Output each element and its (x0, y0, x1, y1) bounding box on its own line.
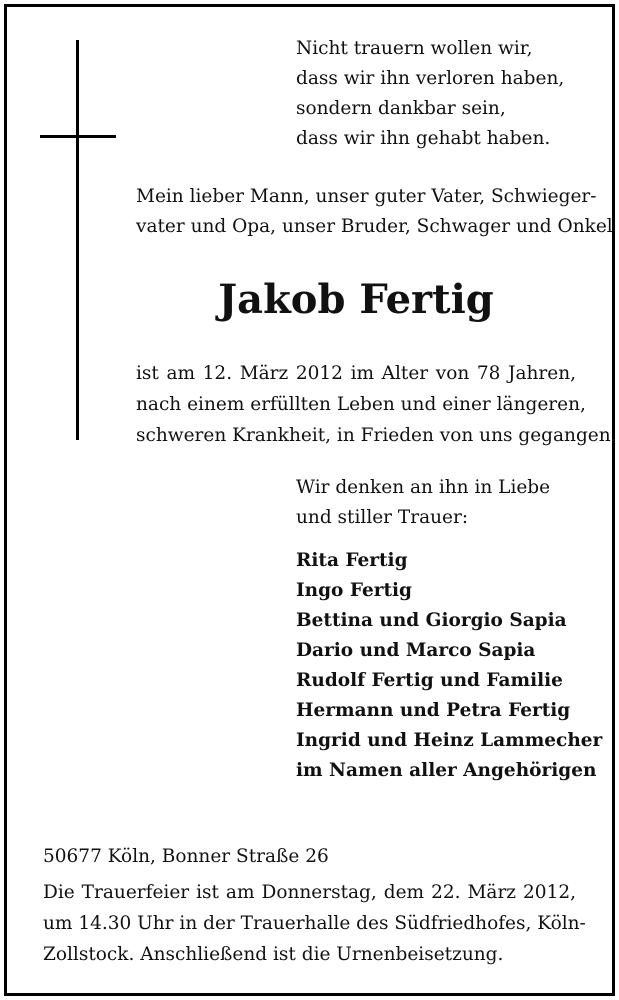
intro-line: Mein lieber Mann, unser guter Vater, Schwieger- (136, 186, 597, 207)
announcement-line: nach einem erfüllten Leben und einer längeren, (136, 394, 586, 415)
poem-line: Nicht trauern wollen wir, (296, 38, 533, 59)
mourners-list (296, 546, 603, 786)
mourner-name: Rudolf Fertig und Familie (296, 670, 563, 691)
mourner-name: Hermann und Petra Fertig (296, 700, 571, 721)
mourner-name: Ingo Fertig (296, 580, 412, 601)
announcement-line: schweren Krankheit, in Frieden von uns gegangen. (136, 425, 617, 446)
service-line: Zollstock. Anschließend ist die Urnenbeisetzung. (43, 944, 504, 965)
poem-line: sondern dankbar sein, (296, 98, 506, 119)
service-line: um 14.30 Uhr in der Trauerhalle des Südfriedhofes, Köln- (43, 913, 586, 934)
family-address: 50677 Köln, Bonner Straße 26 (43, 846, 329, 867)
memorial-poem (296, 34, 596, 154)
mourner-name: Rita Fertig (296, 550, 408, 571)
remembrance-text (296, 473, 596, 533)
poem-line: dass wir ihn verloren haben, (296, 68, 565, 89)
intro-text (136, 182, 613, 242)
intro-line: vater und Opa, unser Bruder, Schwager und Onkel (136, 216, 613, 237)
deceased-name: Jakob Fertig (218, 276, 494, 323)
mourner-name: Ingrid und Heinz Lammecher (296, 730, 603, 751)
cross-horizontal-bar (40, 135, 116, 138)
mourner-name: Bettina und Giorgio Sapia (296, 610, 567, 631)
death-announcement (136, 358, 617, 451)
service-line: Die Trauerfeier ist am Donnerstag, dem 22. März 2012, (43, 882, 576, 903)
poem-line: dass wir ihn gehabt haben. (296, 128, 551, 149)
mourner-name: im Namen aller Angehörigen (296, 760, 597, 781)
announcement-line: ist am 12. März 2012 im Alter von 78 Jahren, (136, 363, 576, 384)
remembrance-line: und stiller Trauer: (296, 507, 469, 528)
funeral-service-info (43, 877, 586, 970)
mourner-name: Dario und Marco Sapia (296, 640, 536, 661)
cross-vertical-bar (76, 40, 79, 440)
remembrance-line: Wir denken an ihn in Liebe (296, 477, 551, 498)
